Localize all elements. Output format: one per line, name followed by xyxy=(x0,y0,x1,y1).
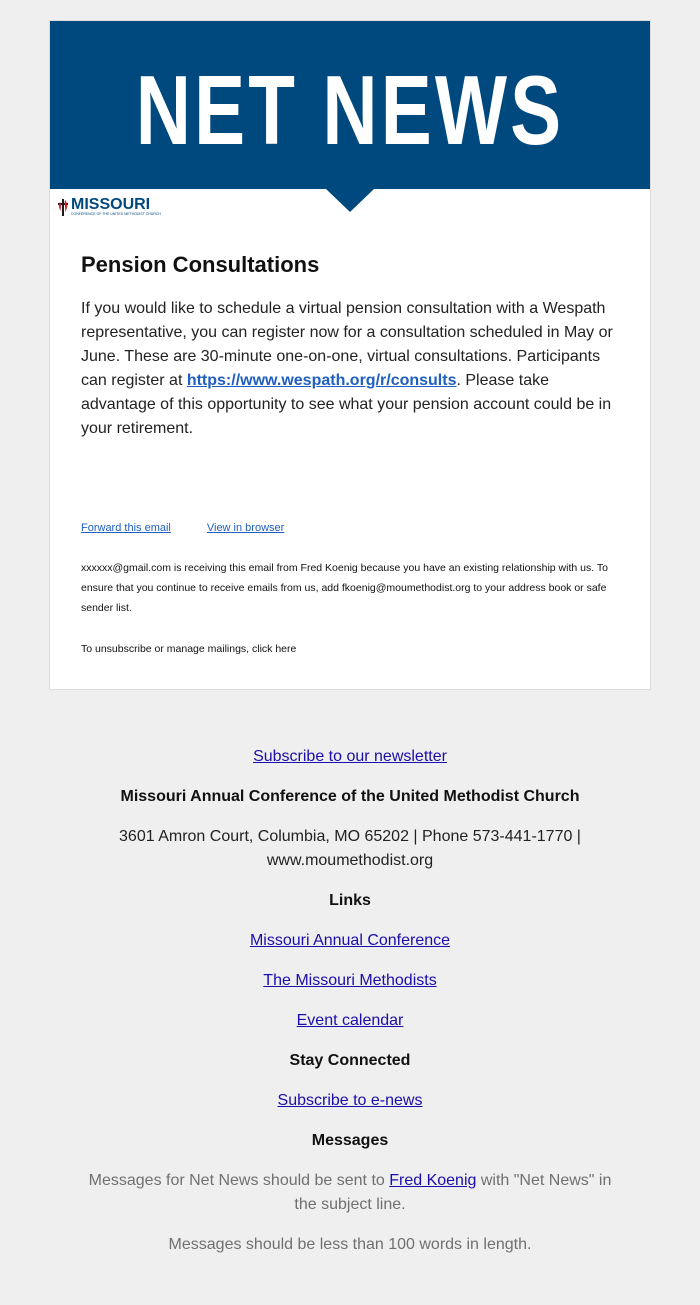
article-text-end: . Please take advantage of this opportunity to see what your pension account could be in your retirement. xyxy=(81,372,612,437)
fred-koenig-link[interactable]: Fred Koenig xyxy=(389,1172,477,1189)
article-text-start: If you would like to schedule a virtual pension consultation with a Wespath representative, you can register now for a consultation scheduled in May or June. These are 30-minute one-on-one, virtual consultations. Participants can register at xyxy=(81,300,613,389)
messages-heading: Messages xyxy=(311,1132,389,1149)
article-body xyxy=(81,297,626,441)
banner-title: NET NEWS xyxy=(135,55,565,165)
view-in-browser-link[interactable]: View in browser xyxy=(206,522,285,534)
cross-flame-icon xyxy=(56,197,70,217)
site-footer xyxy=(0,745,700,1273)
subscribe-newsletter-link[interactable]: Subscribe to our newsletter xyxy=(253,748,447,765)
subscribe-enews-link[interactable]: Subscribe to e-news xyxy=(277,1092,423,1109)
logo-subtitle: CONFERENCE OF THE UNITED METHODIST CHURCH xyxy=(71,212,161,216)
org-name: Missouri Annual Conference of the United Methodist Church xyxy=(120,788,580,805)
email-card xyxy=(49,20,651,690)
org-address: 3601 Amron Court, Columbia, MO 65202 | Phone 573-441-1770 | www.moumethodist.org xyxy=(119,828,581,869)
banner-notch xyxy=(326,189,374,212)
article-headline: Pension Consultations xyxy=(81,252,320,277)
header-banner xyxy=(50,21,650,189)
logo-wordmark: MISSOURI xyxy=(71,196,151,213)
messages-length-note: Messages should be less than 100 words in length. xyxy=(168,1236,532,1253)
missouri-annual-conference-link[interactable]: Missouri Annual Conference xyxy=(249,932,451,949)
recipient-notice: xxxxxx@gmail.com is receiving this email from Fred Koenig because you have an existing relationship with us. To ensure that you continue to receive emails from us, add fkoenig@moumethodist.org to your address book or safe sender list. xyxy=(81,562,608,614)
messages-text-end: with "Net News" in the subject line. xyxy=(294,1172,612,1213)
missouri-logo xyxy=(56,196,166,218)
forward-email-link[interactable]: Forward this email xyxy=(81,522,171,534)
messages-text-start: Messages for Net News should be sent to xyxy=(88,1172,390,1189)
wespath-link[interactable]: https://www.wespath.org/r/consults xyxy=(186,372,457,389)
unsubscribe-link[interactable]: To unsubscribe or manage mailings, click here xyxy=(81,643,297,655)
messages-instructions xyxy=(80,1169,620,1217)
event-calendar-link[interactable]: Event calendar xyxy=(296,1012,404,1029)
links-heading: Links xyxy=(329,892,371,909)
missouri-methodists-link[interactable]: The Missouri Methodists xyxy=(263,972,437,989)
stay-connected-heading: Stay Connected xyxy=(289,1052,411,1069)
email-actions xyxy=(81,521,284,535)
